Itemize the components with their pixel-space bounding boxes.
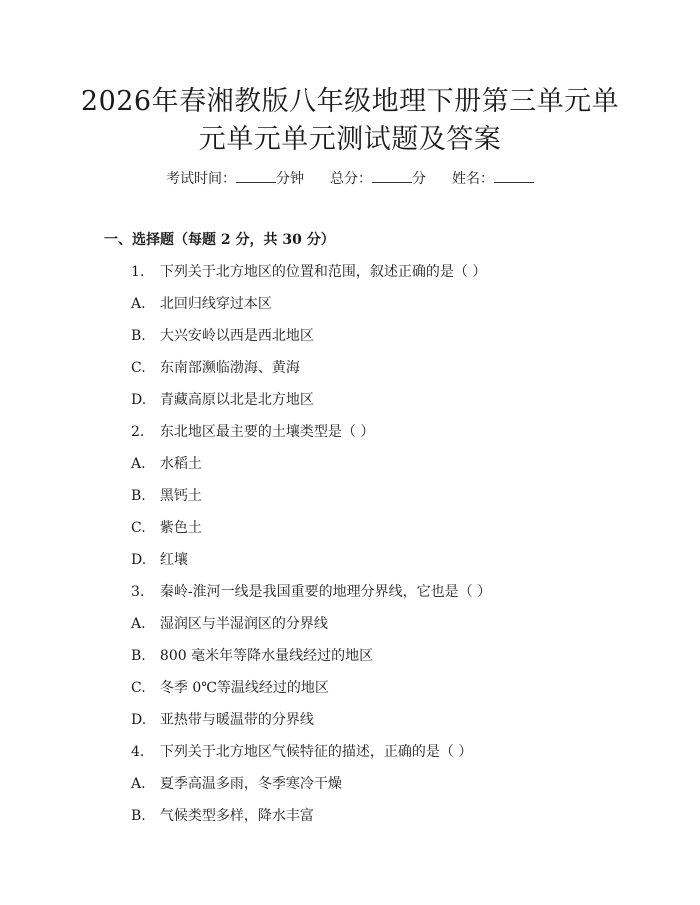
option-label: A. [131, 296, 146, 312]
name-blank [494, 168, 534, 183]
question-number: 2. [131, 424, 145, 440]
option-text: 800 毫米年等降水量线经过的地区 [159, 648, 374, 664]
question-text: 秦岭-淮河一线是我国重要的地理分界线，它也是（ ） [159, 584, 492, 600]
document-title-line-2: 元单元单元测试题及答案 [198, 124, 502, 155]
option-text: 黑钙土 [159, 488, 202, 504]
option-text: 气候类型多样，降水丰富 [159, 808, 314, 824]
option-label: A. [131, 616, 146, 632]
option-text: 青藏高原以北是北方地区 [159, 392, 314, 408]
option-text: 大兴安岭以西是西北地区 [159, 328, 314, 344]
answer-option [131, 678, 329, 698]
name-label: 姓名： [452, 171, 494, 187]
answer-option [131, 454, 202, 474]
answer-option [131, 646, 373, 666]
option-text: 红壤 [159, 552, 188, 568]
option-text: 水稻土 [159, 456, 202, 472]
option-text: 紫色土 [159, 520, 202, 536]
time-label: 考试时间： [166, 171, 236, 187]
option-label: B. [131, 328, 146, 344]
answer-option [131, 550, 188, 570]
time-unit: 分钟 [276, 171, 304, 187]
question-text: 东北地区最主要的土壤类型是（ ） [159, 424, 375, 440]
option-text: 东南部濒临渤海、黄海 [159, 360, 300, 376]
answer-option [131, 294, 272, 314]
section-heading-choice: 一、选择题（每题 2 分，共 30 分） [104, 232, 335, 248]
answer-option [131, 806, 314, 826]
question-stem [131, 582, 491, 602]
answer-option [131, 518, 202, 538]
question-number: 3. [131, 584, 145, 600]
option-label: D. [131, 392, 147, 408]
answer-option [131, 486, 202, 506]
option-label: A. [131, 776, 146, 792]
answer-option [131, 710, 314, 730]
question-text: 下列关于北方地区气候特征的描述，正确的是（ ） [159, 744, 473, 760]
option-label: B. [131, 488, 146, 504]
option-label: C. [131, 360, 146, 376]
option-text: 夏季高温多雨，冬季寒冷干燥 [159, 776, 342, 792]
answer-option [131, 774, 342, 794]
document-title-line-1: 2026年春湘教版八年级地理下册第三单元单 [80, 86, 620, 117]
answer-option [131, 390, 314, 410]
option-label: B. [131, 808, 146, 824]
question-stem [131, 422, 374, 442]
question-stem [131, 742, 472, 762]
time-blank [236, 168, 276, 183]
option-text: 北回归线穿过本区 [159, 296, 272, 312]
answer-option [131, 614, 328, 634]
answer-option [131, 358, 300, 378]
option-label: A. [131, 456, 146, 472]
score-blank [372, 168, 412, 183]
option-label: C. [131, 680, 146, 696]
option-text: 亚热带与暖温带的分界线 [159, 712, 314, 728]
option-text: 湿润区与半湿润区的分界线 [159, 616, 328, 632]
question-text: 下列关于北方地区的位置和范围，叙述正确的是（ ） [159, 264, 487, 280]
score-label: 总分： [330, 171, 372, 187]
option-text: 冬季 0℃等温线经过的地区 [159, 680, 329, 696]
question-stem [131, 262, 486, 282]
question-number: 1. [131, 264, 145, 280]
option-label: D. [131, 552, 147, 568]
option-label: B. [131, 648, 146, 664]
exam-info [0, 168, 700, 189]
answer-option [131, 326, 314, 346]
option-label: C. [131, 520, 146, 536]
score-unit: 分 [412, 171, 426, 187]
option-label: D. [131, 712, 147, 728]
question-number: 4. [131, 744, 145, 760]
